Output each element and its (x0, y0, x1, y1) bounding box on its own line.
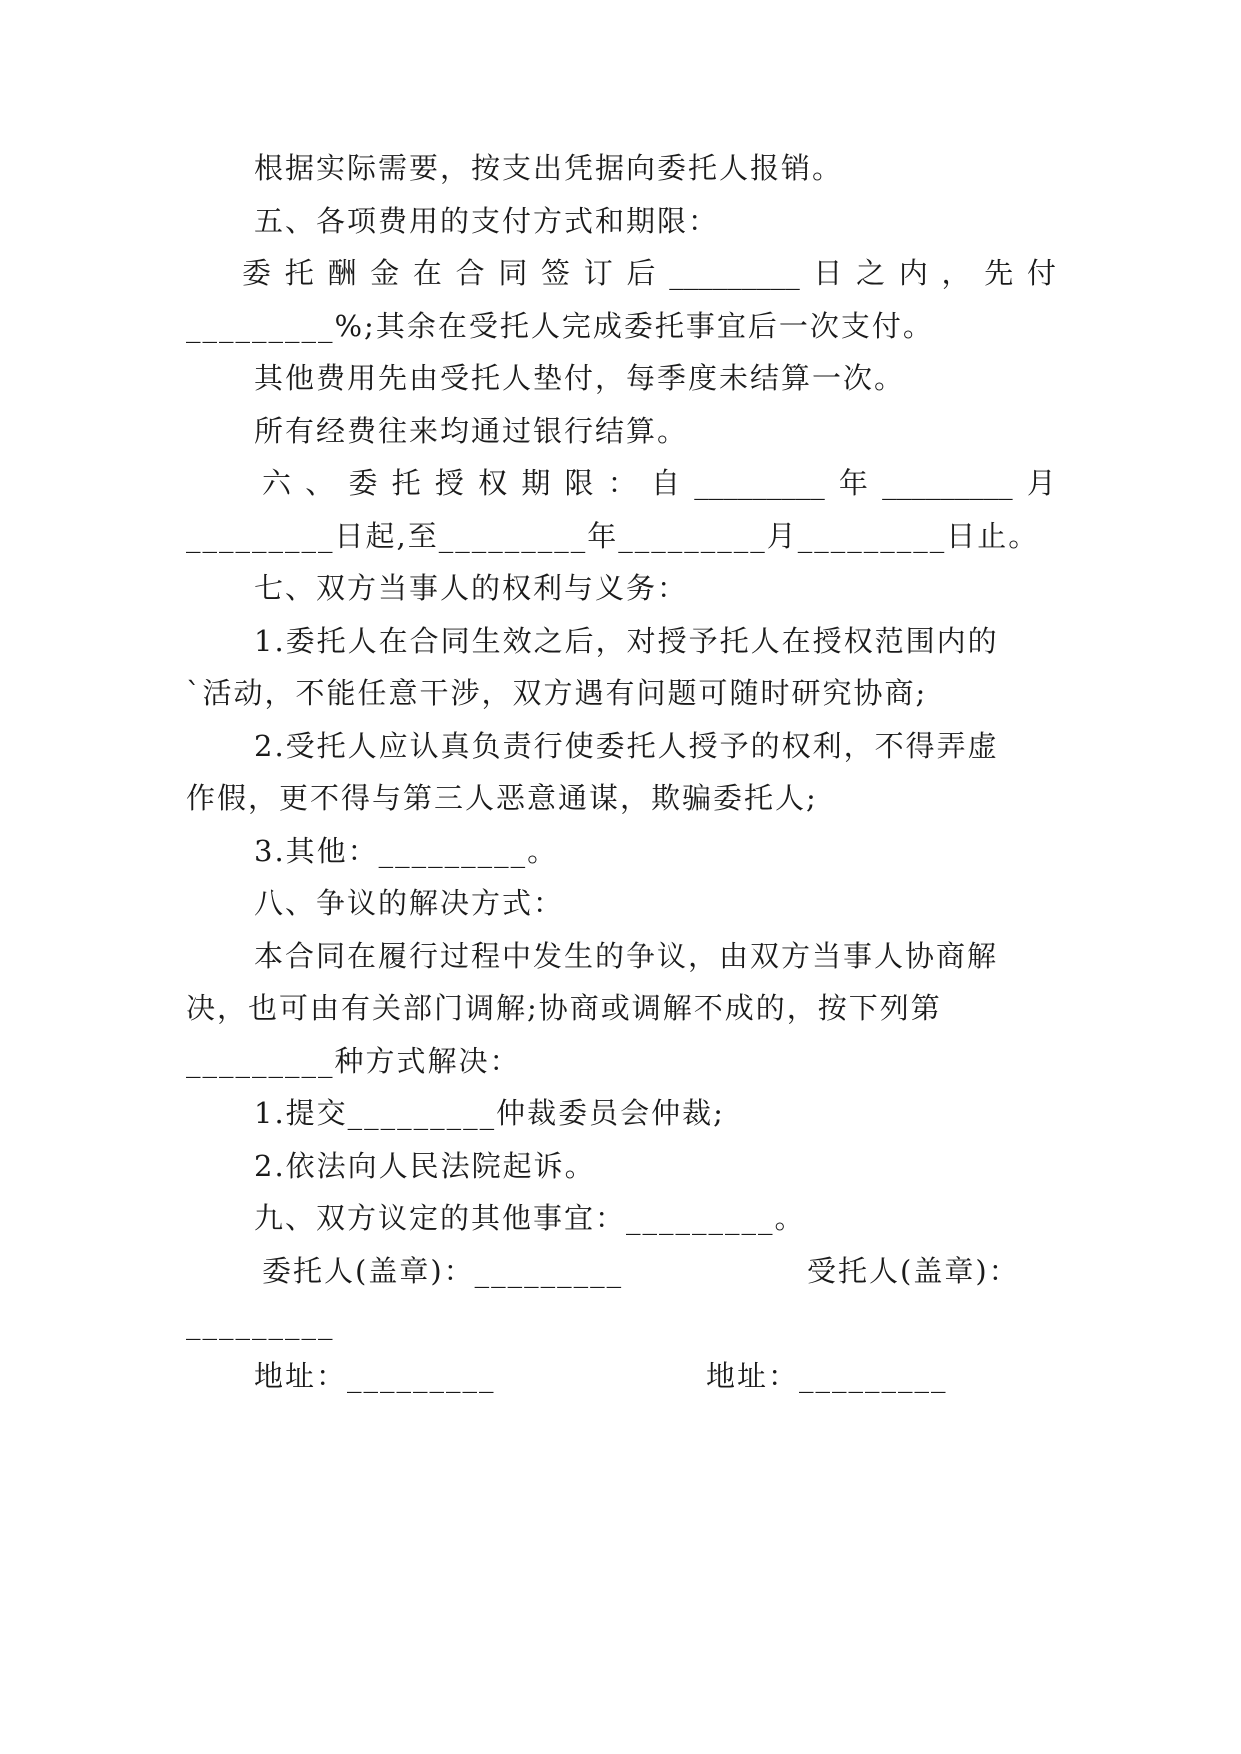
section-heading-6: 六 、 委 托 授 权 期 限 ： 自 _________ 年 _________ 月 (262, 461, 1056, 505)
fill-blank-line: _________ (186, 1306, 335, 1340)
text-line: 2.受托人应认真负责行使委托人授予的权利，不得弄虚 (254, 729, 999, 763)
text-line: 本合同在履行过程中发生的争议，由双方当事人协商解 (254, 939, 999, 973)
agent-address-label: 地址：_________ (706, 1359, 948, 1393)
text-line: 2.依法向人民法院起诉。 (254, 1149, 596, 1183)
address-row (254, 1354, 1056, 1398)
text-line: 根据实际需要，按支出凭据向委托人报销。 (254, 151, 844, 185)
principal-address-label: 地址：_________ (254, 1359, 496, 1393)
section-heading-8: 八、争议的解决方式： (254, 886, 565, 920)
section-heading-9: 九、双方议定的其他事宜：_________。 (254, 1201, 806, 1235)
fill-blank: _________ (882, 466, 1013, 500)
fill-blank: _________ (694, 466, 825, 500)
fill-blank: _________ (669, 256, 800, 290)
text-line: _________%;其余在受托人完成委托事宜后一次支付。 (186, 309, 934, 343)
text-line: 作假，更不得与第三人恶意通谋，欺骗委托人; (186, 781, 818, 815)
text-line-justified: 委 托 酬 金 在 合 同 签 订 后 _________ 日 之 内 ， 先 付 (242, 251, 1056, 295)
text-line: 1.提交_________仲裁委员会仲裁; (254, 1096, 725, 1130)
section-heading-7: 七、双方当事人的权利与义务： (254, 571, 689, 605)
agent-seal-label: 受托人(盖章)： (807, 1254, 1020, 1288)
text-line: 其他费用先由受托人垫付，每季度未结算一次。 (254, 361, 906, 395)
text-line: 3.其他：_________。 (254, 834, 559, 868)
text-line: 1.委托人在合同生效之后，对授予托人在授权范围内的 (254, 624, 999, 658)
text-line: `活动，不能任意干涉，双方遇有问题可随时研究协商; (186, 676, 928, 710)
principal-seal-label: 委托人(盖章)：_________ (262, 1254, 624, 1288)
section-heading-5: 五、各项费用的支付方式和期限： (254, 204, 720, 238)
signature-row (262, 1249, 1056, 1293)
text-line: _________种方式解决： (186, 1044, 521, 1078)
text-line: 决，也可由有关部门调解;协商或调解不成的，按下列第 (186, 991, 942, 1025)
text-line: 所有经费往来均通过银行结算。 (254, 414, 689, 448)
text-line: _________日起,至_________年_________月_________日止。 (186, 519, 1040, 553)
